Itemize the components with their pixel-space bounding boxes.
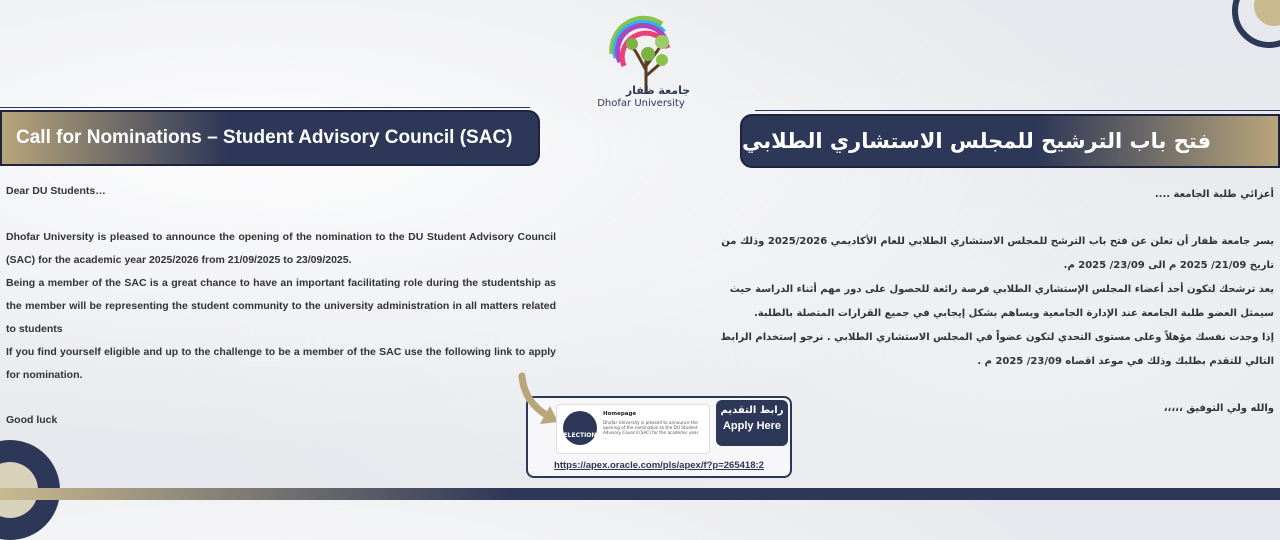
preview-title: Homepage — [603, 411, 637, 417]
preview-body: Dhofar University is pleased to announce the opening of the nomination to the DU Student Advisory Council (SAC) for the academic year ... — [603, 420, 699, 440]
ar-paragraph-1: يسر جامعة ظفار أن تعلن عن فتح باب الترشح للمجلس الاستشاري الطلابي للعام الأكاديمي 2025/2026 وذلك من تاريخ 21/09/ 2025 م الى 23/09/ 2025 م. — [721, 236, 1274, 271]
apply-here-button[interactable] — [716, 400, 788, 446]
title-ar: فتح باب الترشيح للمجلس الاستشاري الطلابي — [740, 114, 1280, 168]
en-paragraph-2: Being a member of the SAC is a great chance to have an important facilitating role during the studentship as the member will be representing the student community to the university administration in all matters related to students — [6, 277, 556, 335]
ar-greeting: أعزائي طلبة الجامعة .... — [1154, 189, 1274, 200]
ar-closing: والله ولي التوفيق ،،،،، — [1163, 403, 1274, 414]
title-divider-right — [755, 110, 1280, 111]
apply-label-ar: رابط التقديم — [720, 405, 784, 416]
bottom-bar — [0, 488, 1280, 500]
arabic-announcement — [700, 183, 1274, 421]
title-divider-left — [0, 107, 530, 108]
ar-paragraph-3: إذا وجدت نفسك مؤهلاً وعلى مستوى التحدي لتكون عضواً في المجلس الاستشاري الطلابي . نرجو إستخدام الرابط التالي للتقدم بطلبك وذلك في موعد اقصاه 23/09/ 2025 م . — [720, 332, 1274, 367]
en-paragraph-3: If you find yourself eligible and up to the challenge to be a member of the SAC use the following link to apply for nomination. — [6, 346, 556, 381]
link-preview-card[interactable] — [556, 404, 710, 454]
apply-label-en: Apply Here — [722, 420, 782, 432]
en-paragraph-1: Dhofar University is pleased to announce the opening of the nomination to the DU Student Advisory Council (SAC) for the academic year 2025/2026 from 21/09/2025 to 23/09/2025. — [6, 231, 556, 266]
apply-link[interactable]: https://apex.oracle.com/pls/apex/f?p=265418:2 — [554, 460, 764, 471]
english-announcement — [6, 180, 556, 432]
title-en: Call for Nominations – Student Advisory Council (SAC) — [0, 110, 540, 166]
logo-text-ar: جامعة ظفار — [625, 84, 691, 97]
en-greeting: Dear DU Students… — [6, 185, 106, 197]
en-closing: Good luck — [6, 414, 58, 426]
logo-text-en: Dhofar University — [597, 98, 685, 109]
election-icon: ELECTION — [563, 411, 597, 445]
ar-paragraph-2: يعد ترشحك لتكون أحد أعضاء المجلس الإستشاري الطلابي فرصة رائعة للحصول على دور مهم أثناء الدراسة حيث سيمثل العضو طلبة الجامعة عند الإدارة الجامعية ويساهم بشكل إيجابي في جميع القرارات المتصلة بالطلبة. — [729, 284, 1274, 319]
